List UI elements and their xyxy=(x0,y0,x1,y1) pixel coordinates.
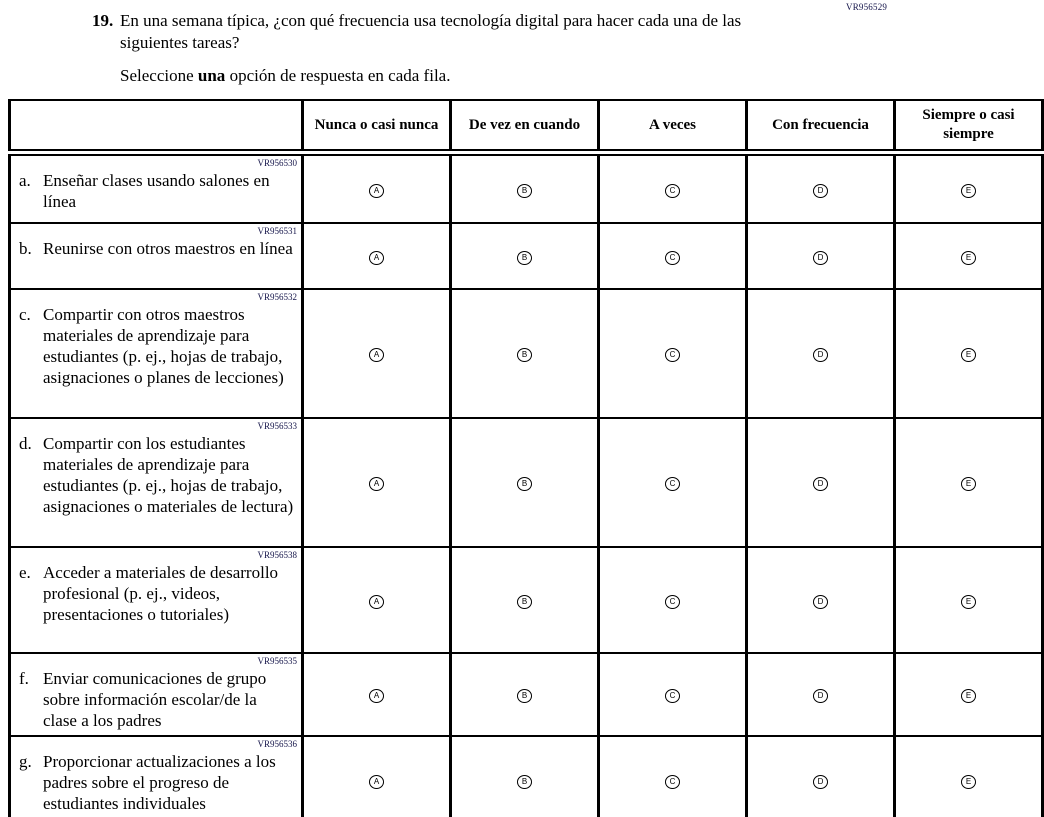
option-bubble-B[interactable]: B xyxy=(517,348,532,362)
option-bubble-B[interactable]: B xyxy=(517,251,532,265)
row-letter: g. xyxy=(19,751,32,771)
option-cell-a-B[interactable] xyxy=(451,153,599,223)
empty-header-cell xyxy=(10,100,303,153)
option-bubble-B[interactable]: B xyxy=(517,775,532,789)
option-cell-c-D[interactable] xyxy=(747,289,895,418)
option-cell-g-D[interactable] xyxy=(747,736,895,817)
row-letter: e. xyxy=(19,562,31,582)
option-bubble-B[interactable]: B xyxy=(517,689,532,703)
column-header-de-vez-en-cuando: De vez en cuando xyxy=(451,100,599,153)
option-bubble-C[interactable]: C xyxy=(665,348,680,362)
option-bubble-C[interactable]: C xyxy=(665,251,680,265)
form-code: VR956529 xyxy=(846,2,888,12)
option-bubble-E[interactable]: E xyxy=(961,477,976,491)
option-bubble-A[interactable]: A xyxy=(369,251,384,265)
option-cell-d-D[interactable] xyxy=(747,418,895,547)
option-cell-f-B[interactable] xyxy=(451,653,599,736)
option-cell-c-A[interactable] xyxy=(303,289,451,418)
option-bubble-D[interactable]: D xyxy=(813,595,828,609)
instruction-emphasis: una xyxy=(197,66,226,85)
option-bubble-B[interactable]: B xyxy=(517,184,532,198)
table-row-g xyxy=(10,736,1043,817)
option-cell-g-E[interactable] xyxy=(895,736,1043,817)
row-label-cell xyxy=(10,736,303,817)
row-label: Enviar comunicaciones de grupo sobre información escolar/de la clase a los padres xyxy=(43,668,267,730)
row-code: VR956538 xyxy=(257,549,297,560)
option-bubble-C[interactable]: C xyxy=(665,689,680,703)
row-code: VR956530 xyxy=(257,158,297,168)
row-label-cell xyxy=(10,653,303,736)
table-row-f xyxy=(10,653,1043,736)
option-cell-c-E[interactable] xyxy=(895,289,1043,418)
option-cell-e-A[interactable] xyxy=(303,547,451,653)
option-cell-f-C[interactable] xyxy=(599,653,747,736)
option-bubble-E[interactable]: E xyxy=(961,184,976,198)
row-code: VR956532 xyxy=(257,291,297,302)
option-bubble-E[interactable]: E xyxy=(961,595,976,609)
row-letter: c. xyxy=(19,304,31,324)
option-cell-g-A[interactable] xyxy=(303,736,451,817)
column-header-a-veces: A veces xyxy=(599,100,747,153)
option-bubble-A[interactable]: A xyxy=(369,477,384,491)
option-cell-b-D[interactable] xyxy=(747,223,895,289)
option-bubble-E[interactable]: E xyxy=(961,348,976,362)
question-number: 19. xyxy=(92,11,114,30)
column-header-siempre-o-casi-siempre: Siempre o casi siempre xyxy=(895,100,1043,153)
option-bubble-D[interactable]: D xyxy=(813,251,828,265)
option-cell-d-E[interactable] xyxy=(895,418,1043,547)
option-cell-a-E[interactable] xyxy=(895,153,1043,223)
option-cell-b-B[interactable] xyxy=(451,223,599,289)
response-table xyxy=(8,99,1044,817)
row-label-cell xyxy=(10,289,303,418)
option-bubble-D[interactable]: D xyxy=(813,477,828,491)
option-bubble-D[interactable]: D xyxy=(813,348,828,362)
table-row-d xyxy=(10,418,1043,547)
question-text: En una semana típica, ¿con qué frecuencia usa tecnología digital para hacer cada una de las siguientes tareas? xyxy=(120,11,742,52)
option-cell-f-A[interactable] xyxy=(303,653,451,736)
row-code: VR956535 xyxy=(257,655,297,666)
column-header-nunca-o-casi-nunca: Nunca o casi nunca xyxy=(303,100,451,153)
option-cell-d-B[interactable] xyxy=(451,418,599,547)
option-cell-d-A[interactable] xyxy=(303,418,451,547)
option-bubble-C[interactable]: C xyxy=(665,477,680,491)
option-cell-e-E[interactable] xyxy=(895,547,1043,653)
option-bubble-A[interactable]: A xyxy=(369,348,384,362)
option-cell-a-A[interactable] xyxy=(303,153,451,223)
option-bubble-A[interactable]: A xyxy=(369,775,384,789)
option-bubble-D[interactable]: D xyxy=(813,689,828,703)
row-letter: b. xyxy=(19,238,32,258)
option-cell-e-C[interactable] xyxy=(599,547,747,653)
option-bubble-C[interactable]: C xyxy=(665,775,680,789)
table-row-b xyxy=(10,223,1043,289)
instruction-suffix: opción de respuesta en cada fila. xyxy=(225,66,451,85)
row-code: VR956536 xyxy=(257,738,297,749)
row-letter: a. xyxy=(19,171,31,190)
row-code: VR956531 xyxy=(257,225,297,236)
table-row-e xyxy=(10,547,1043,653)
row-label: Proporcionar actualizaciones a los padres sobre el progreso de estudiantes individuales xyxy=(43,751,276,813)
row-label: Compartir con los estudiantes materiales de aprendizaje para estudiantes (p. ej., hojas de trabajo, asignaciones o materiales de lectura) xyxy=(43,433,294,516)
question-block xyxy=(92,0,1044,54)
option-cell-a-C[interactable] xyxy=(599,153,747,223)
column-header-con-frecuencia: Con frecuencia xyxy=(747,100,895,153)
option-bubble-A[interactable]: A xyxy=(369,689,384,703)
option-cell-g-B[interactable] xyxy=(451,736,599,817)
option-cell-f-D[interactable] xyxy=(747,653,895,736)
option-bubble-A[interactable]: A xyxy=(369,184,384,198)
header-row xyxy=(10,100,1043,153)
option-cell-g-C[interactable] xyxy=(599,736,747,817)
instruction-text xyxy=(120,65,1044,86)
option-bubble-D[interactable]: D xyxy=(813,184,828,198)
row-label-cell xyxy=(10,153,303,223)
row-label-cell xyxy=(10,547,303,653)
table-row-c xyxy=(10,289,1043,418)
option-bubble-B[interactable]: B xyxy=(517,477,532,491)
row-label: Acceder a materiales de desarrollo profesional (p. ej., videos, presentaciones o tutoriales) xyxy=(43,562,279,624)
instruction-prefix: Seleccione xyxy=(120,66,198,85)
row-letter: d. xyxy=(19,433,32,453)
option-cell-e-B[interactable] xyxy=(451,547,599,653)
option-bubble-B[interactable]: B xyxy=(517,595,532,609)
option-bubble-D[interactable]: D xyxy=(813,775,828,789)
row-label-cell xyxy=(10,223,303,289)
option-cell-c-B[interactable] xyxy=(451,289,599,418)
option-cell-b-C[interactable] xyxy=(599,223,747,289)
option-bubble-E[interactable]: E xyxy=(961,251,976,265)
option-bubble-C[interactable]: C xyxy=(665,184,680,198)
option-cell-c-C[interactable] xyxy=(599,289,747,418)
row-code: VR956533 xyxy=(257,420,297,431)
option-bubble-E[interactable]: E xyxy=(961,689,976,703)
row-label: Compartir con otros maestros materiales de aprendizaje para estudiantes (p. ej., hojas de trabajo, asignaciones o planes de lecciones) xyxy=(43,304,284,387)
option-cell-b-E[interactable] xyxy=(895,223,1043,289)
row-label-cell xyxy=(10,418,303,547)
option-cell-f-E[interactable] xyxy=(895,653,1043,736)
row-letter: f. xyxy=(19,668,29,688)
row-label: Enseñar clases usando salones en línea xyxy=(43,171,270,211)
option-cell-d-C[interactable] xyxy=(599,418,747,547)
option-cell-e-D[interactable] xyxy=(747,547,895,653)
option-bubble-C[interactable]: C xyxy=(665,595,680,609)
option-cell-a-D[interactable] xyxy=(747,153,895,223)
option-bubble-E[interactable]: E xyxy=(961,775,976,789)
table-row-a xyxy=(10,153,1043,223)
option-bubble-A[interactable]: A xyxy=(369,595,384,609)
row-label: Reunirse con otros maestros en línea xyxy=(43,238,293,258)
option-cell-b-A[interactable] xyxy=(303,223,451,289)
